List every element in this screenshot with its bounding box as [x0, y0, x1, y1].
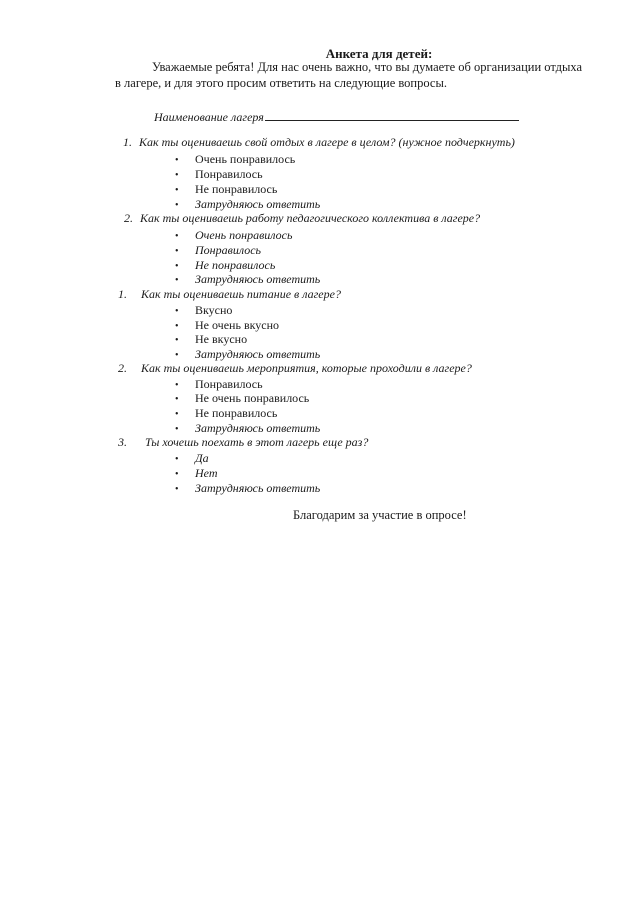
- option-text: Понравилось: [195, 243, 261, 257]
- option[interactable]: [175, 152, 295, 167]
- option-text: Не вкусно: [195, 332, 248, 346]
- bullet-icon: •: [175, 185, 179, 196]
- bullet-icon: •: [175, 275, 179, 286]
- question-number: 1.: [118, 287, 127, 301]
- thanks-note: Благодарим за участие в опросе!: [293, 508, 467, 522]
- option[interactable]: [175, 421, 320, 436]
- option-text: Не понравилось: [195, 258, 276, 272]
- option[interactable]: [175, 197, 320, 212]
- bullet-icon: •: [175, 350, 179, 361]
- option[interactable]: [175, 243, 261, 258]
- option[interactable]: [175, 228, 292, 243]
- bullet-icon: •: [175, 380, 179, 391]
- bullet-icon: •: [175, 469, 179, 480]
- question-2: [124, 211, 480, 226]
- option-text: Понравилось: [195, 377, 263, 391]
- option[interactable]: [175, 406, 277, 421]
- page-title: Анкета для детей:: [325, 46, 433, 61]
- option[interactable]: [175, 332, 247, 347]
- question-5: [118, 435, 368, 450]
- bullet-icon: •: [175, 454, 179, 465]
- option-text: Затрудняюсь ответить: [195, 197, 321, 211]
- question-number: 2.: [118, 361, 127, 375]
- option-text: Понравилось: [195, 167, 263, 181]
- option-text: Очень понравилось: [195, 152, 296, 166]
- option[interactable]: [175, 182, 277, 197]
- option-text: Затрудняюсь ответить: [195, 421, 321, 435]
- question-text: Ты хочешь поехать в этот лагерь еще раз?: [145, 435, 369, 449]
- question-text: Как ты оцениваешь питание в лагере?: [141, 287, 341, 301]
- question-text: Как ты оцениваешь мероприятия, которые проходили в лагере?: [141, 361, 472, 375]
- bullet-icon: •: [175, 231, 179, 242]
- bullet-icon: •: [175, 484, 179, 495]
- bullet-icon: •: [175, 246, 179, 257]
- question-number: 1.: [123, 135, 132, 149]
- option-text: Не очень вкусно: [195, 318, 280, 332]
- option-text: Не очень понравилось: [195, 391, 310, 405]
- question-1: [123, 135, 515, 150]
- bullet-icon: •: [175, 155, 179, 166]
- option[interactable]: [175, 318, 279, 333]
- option[interactable]: [175, 272, 320, 287]
- option[interactable]: [175, 466, 218, 481]
- option[interactable]: [175, 451, 209, 466]
- question-text: Как ты оцениваешь работу педагогического коллектива в лагере?: [140, 211, 481, 225]
- option[interactable]: [175, 347, 320, 362]
- bullet-icon: •: [175, 321, 179, 332]
- bullet-icon: •: [175, 424, 179, 435]
- camp-name-blank-line[interactable]: [265, 110, 519, 121]
- option[interactable]: [175, 303, 232, 318]
- intro-line-2: в лагере, и для этого просим ответить на следующие вопросы.: [115, 76, 448, 90]
- question-3: [118, 287, 341, 302]
- option-text: Вкусно: [195, 303, 233, 317]
- question-number: 2.: [124, 211, 133, 225]
- option[interactable]: [175, 258, 275, 273]
- question-text: Как ты оцениваешь свой отдых в лагере в целом? (нужное подчеркнуть): [139, 135, 515, 149]
- option-text: Затрудняюсь ответить: [195, 272, 321, 286]
- bullet-icon: •: [175, 335, 179, 346]
- camp-name-label: Наименование лагеря: [154, 110, 264, 124]
- bullet-icon: •: [175, 409, 179, 420]
- option-text: Не понравилось: [195, 182, 278, 196]
- bullet-icon: •: [175, 394, 179, 405]
- bullet-icon: •: [175, 306, 179, 317]
- camp-name-field: [154, 110, 519, 125]
- option-text: Затрудняюсь ответить: [195, 347, 321, 361]
- option[interactable]: [175, 167, 263, 182]
- option-text: Нет: [195, 466, 218, 480]
- option-text: Затрудняюсь ответить: [195, 481, 321, 495]
- intro-line-1: Уважаемые ребята! Для нас очень важно, что вы думаете об организации отдыха: [152, 60, 583, 74]
- question-number: 3.: [118, 435, 127, 449]
- question-4: [118, 361, 472, 376]
- bullet-icon: •: [175, 170, 179, 181]
- option[interactable]: [175, 391, 309, 406]
- option-text: Да: [195, 451, 209, 465]
- bullet-icon: •: [175, 261, 179, 272]
- option[interactable]: [175, 377, 263, 392]
- option-text: Не понравилось: [195, 406, 278, 420]
- option[interactable]: [175, 481, 320, 496]
- bullet-icon: •: [175, 200, 179, 211]
- option-text: Очень понравилось: [195, 228, 293, 242]
